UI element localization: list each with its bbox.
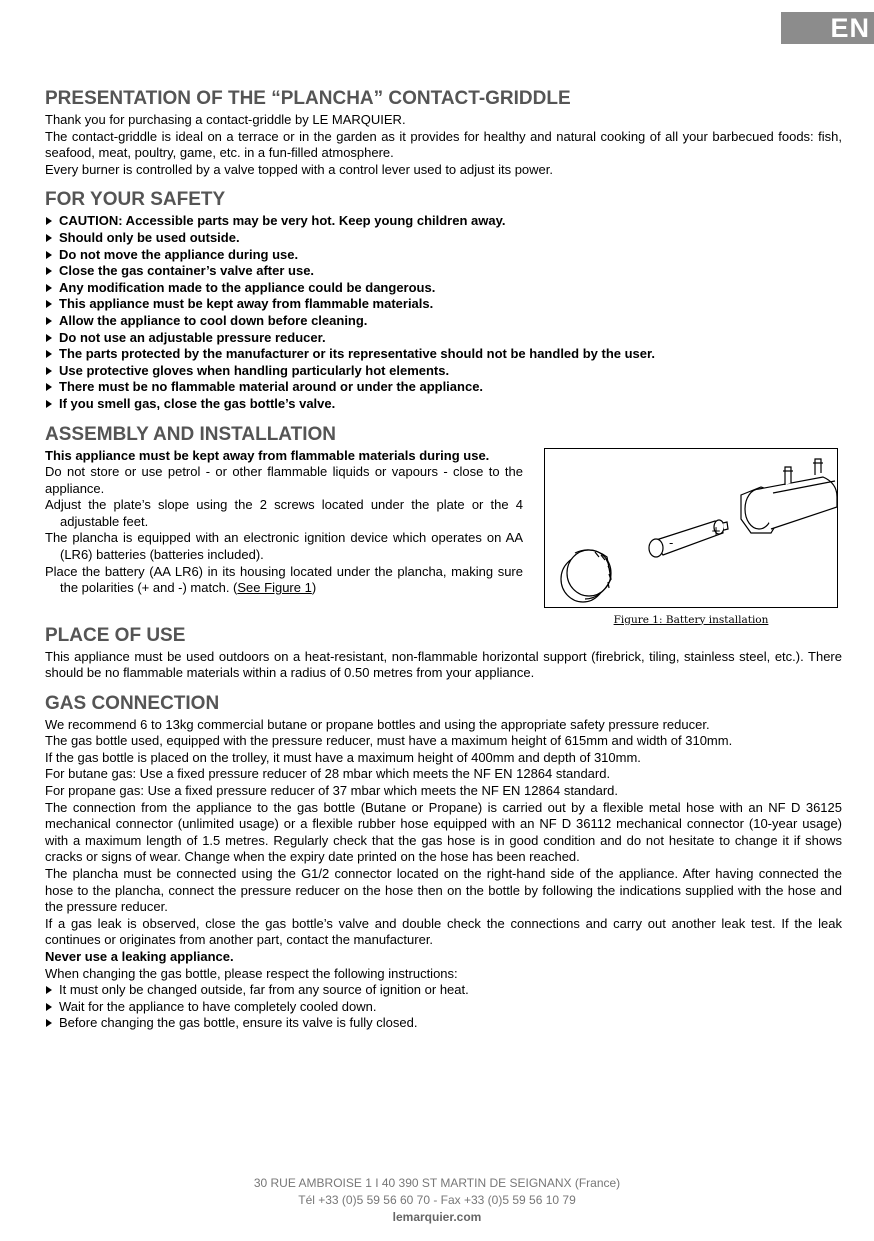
- page-footer: [0, 1175, 874, 1226]
- battery-minus-label: -: [669, 535, 674, 550]
- gas-list-item: Wait for the appliance to have completely cooled down.: [45, 999, 842, 1016]
- assembly-text: [45, 448, 523, 597]
- assembly-paragraph: Do not store or use petrol - or other flammable liquids or vapours - close to the appliance.: [45, 464, 523, 496]
- place-paragraph: This appliance must be used outdoors on a heat-resistant, non-flammable horizontal support (firebrick, tiling, stainless steel, etc.). There should be no flammable materials within a radius of 0.50 metres from your appliance.: [45, 648, 842, 681]
- gas-paragraph: If a gas leak is observed, close the gas bottle’s valve and double check the connections and carry out another leak test. If the leak continues or originates from another part, contact the manufacturer.: [45, 915, 842, 948]
- gas-paragraph: For propane gas: Use a fixed pressure reducer of 37 mbar which meets the NF EN 12864 standard.: [45, 783, 619, 799]
- cap-knob-drawing: [561, 549, 611, 601]
- battery-plus-label: +: [711, 523, 722, 538]
- arrow-bullet-icon: [46, 217, 52, 225]
- safety-item: This appliance must be kept away from flammable materials.: [45, 296, 842, 313]
- arrow-bullet-icon: [46, 234, 52, 242]
- language-badge: EN: [781, 12, 874, 44]
- presentation-paragraph: Every burner is controlled by a valve topped with a control lever used to adjust its power.: [45, 161, 553, 177]
- gas-paragraph: For butane gas: Use a fixed pressure reducer of 28 mbar which meets the NF EN 12864 standard.: [45, 766, 611, 782]
- arrow-bullet-icon: [46, 300, 52, 308]
- safety-item: The parts protected by the manufacturer or its representative should not be handled by the user.: [45, 346, 842, 363]
- gas-paragraph: If the gas bottle is placed on the trolley, it must have a maximum height of 400mm and depth of 310mm.: [45, 749, 641, 765]
- safety-item: Close the gas container’s valve after use.: [45, 263, 842, 280]
- figure-link[interactable]: See Figure 1: [237, 580, 312, 596]
- document-body: [45, 88, 842, 1043]
- battery-installation-illustration: [545, 449, 837, 607]
- arrow-bullet-icon: [46, 1003, 52, 1011]
- safety-item: There must be no flammable material around or under the appliance.: [45, 379, 842, 396]
- footer-phone: Tél +33 (0)5 59 56 60 70 - Fax +33 (0)5 59 56 10 79: [298, 1193, 576, 1207]
- gas-paragraph: The connection from the appliance to the gas bottle (Butane or Propane) is carried out by a flexible metal hose with an NF D 36125 mechanical connector (unlimited usage) or a flexible rubber hose equipped with an NF D 36112 mechanical connector (10-year usage) with a maximum length of 1.5 metres. Regularly check that the gas hose is in good condition and do not hesitate to change it if shows cracks or signs of wear. Change when the expiry date printed on the hose has been reached.: [45, 799, 842, 865]
- safety-title: FOR YOUR SAFETY: [45, 189, 226, 211]
- presentation-paragraph: Thank you for purchasing a contact-griddle by LE MARQUIER.: [45, 112, 406, 127]
- assembly-warning: This appliance must be kept away from flammable materials during use.: [45, 447, 490, 463]
- arrow-bullet-icon: [46, 267, 52, 275]
- arrow-bullet-icon: [46, 367, 52, 375]
- gas-list-item: Before changing the gas bottle, ensure its valve is fully closed.: [45, 1015, 842, 1032]
- presentation-title: PRESENTATION OF THE “PLANCHA” CONTACT-GRIDDLE: [45, 88, 571, 109]
- place-title: PLACE OF USE: [45, 624, 186, 646]
- gas-paragraph: When changing the gas bottle, please respect the following instructions:: [45, 965, 458, 981]
- gas-paragraph: We recommend 6 to 13kg commercial butane or propane bottles and using the appropriate safety pressure reducer.: [45, 716, 710, 732]
- safety-item: Do not move the appliance during use.: [45, 247, 842, 264]
- footer-website[interactable]: lemarquier.com: [392, 1210, 482, 1224]
- safety-item: Allow the appliance to cool down before cleaning.: [45, 313, 842, 330]
- assembly-paragraph: Adjust the plate’s slope using the 2 screws located under the plate or the 4 adjustable feet.: [45, 497, 523, 529]
- gas-list: [45, 982, 842, 1032]
- safety-item: Do not use an adjustable pressure reducer.: [45, 330, 842, 347]
- place-section: [45, 625, 842, 682]
- arrow-bullet-icon: [46, 1019, 52, 1027]
- safety-item: CAUTION: Accessible parts may be very hot. Keep young children away.: [45, 213, 842, 230]
- battery-housing-drawing: [741, 459, 837, 533]
- assembly-section: [45, 423, 842, 626]
- safety-section: [45, 189, 842, 412]
- arrow-bullet-icon: [46, 317, 52, 325]
- gas-paragraph: The gas bottle used, equipped with the pressure reducer, must have a maximum height of 615mm and width of 310mm.: [45, 733, 733, 749]
- safety-item: Should only be used outside.: [45, 230, 842, 247]
- presentation-section: [45, 88, 842, 178]
- safety-list: [45, 213, 842, 412]
- safety-item: Use protective gloves when handling particularly hot elements.: [45, 363, 842, 380]
- safety-item: If you smell gas, close the gas bottle’s valve.: [45, 396, 842, 413]
- gas-title: GAS CONNECTION: [45, 692, 220, 714]
- arrow-bullet-icon: [46, 986, 52, 994]
- footer-address: 30 RUE AMBROISE 1 I 40 390 ST MARTIN DE SEIGNANX (France): [253, 1176, 621, 1190]
- arrow-bullet-icon: [46, 350, 52, 358]
- assembly-title: ASSEMBLY AND INSTALLATION: [45, 423, 336, 445]
- arrow-bullet-icon: [46, 383, 52, 391]
- presentation-paragraph: The contact-griddle is ideal on a terrace or in the garden as it provides for healthy and natural cooking of all your barbecued foods: fish, seafood, meat, poultry, game, etc. in a fun-filled atmosphere.: [45, 128, 842, 161]
- assembly-paragraph: Place the battery (AA LR6) in its housing located under the plancha, making sure the polarities (+ and -) match. (See Figure 1): [45, 563, 523, 596]
- gas-paragraph: The plancha must be connected using the G1/2 connector located on the right-hand side of the appliance. After having connected the hose to the plancha, connect the pressure reducer on the hose then on the bottle by following the indications supplied with the hose and the pressure reducer.: [45, 866, 842, 915]
- safety-item: Any modification made to the appliance could be dangerous.: [45, 280, 842, 297]
- arrow-bullet-icon: [46, 334, 52, 342]
- assembly-paragraph: The plancha is equipped with an electronic ignition device which operates on AA (LR6) batteries (batteries included).: [45, 530, 523, 563]
- gas-list-item: It must only be changed outside, far from any source of ignition or heat.: [45, 982, 842, 999]
- arrow-bullet-icon: [46, 251, 52, 259]
- gas-section: [45, 693, 842, 1032]
- figure-caption: Figure 1: Battery installation: [613, 613, 769, 626]
- battery-figure: [544, 448, 838, 608]
- gas-warning: Never use a leaking appliance.: [45, 949, 234, 964]
- arrow-bullet-icon: [46, 400, 52, 408]
- arrow-bullet-icon: [46, 284, 52, 292]
